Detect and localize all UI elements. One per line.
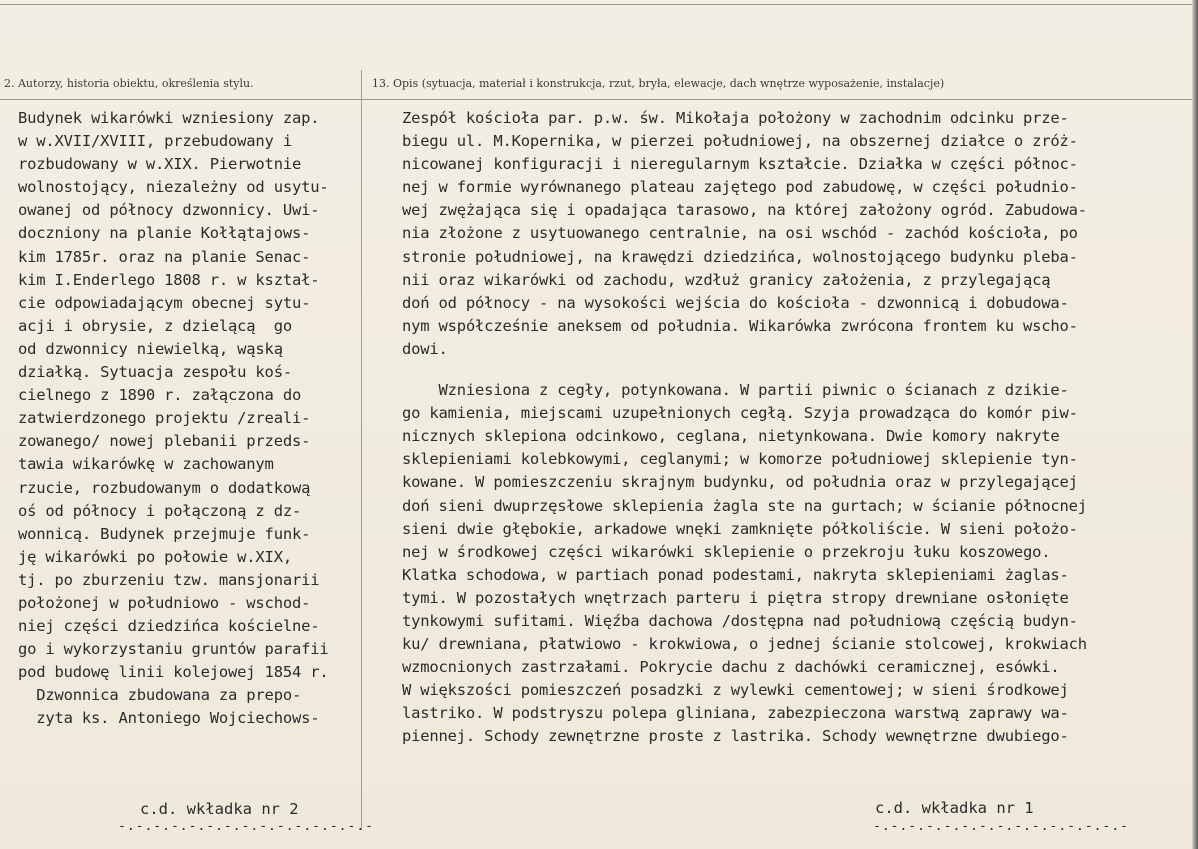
left-continuation-note: c.d. wkładka nr 2	[140, 800, 299, 818]
text-line: nii oraz wikarówki od zachodu, wzdłuż granicy założenia, z przylegającą	[402, 270, 1051, 289]
text-line: nicowanej konfiguracji i nieregularnym kształcie. Działka w części północ-	[402, 155, 1078, 174]
text-line: cielnego z 1890 r. załączona do	[18, 386, 302, 405]
text-line: rzucie, rozbudowanym o dodatkową	[18, 478, 311, 497]
text-line: położonej w południowo - wschod-	[18, 593, 311, 612]
left-dash-line: -.-.-.-.-.-.-.-.-.-.-.-.-.-.-	[118, 819, 374, 834]
text-line: nicznych sklepiona odcinkowo, ceglana, nietynkowana. Dwie komory nakryte	[402, 427, 1060, 446]
top-border-line	[0, 4, 1198, 5]
text-line: zatwierdzonego projektu /zreali-	[18, 409, 311, 428]
text-line: doczniony na planie Kołłątajows-	[18, 224, 311, 243]
text-line: wej zwężająca się i opadająca tarasowo, na której założony ogród. Zabudowa-	[402, 201, 1087, 220]
text-line: owanej od północy dzwonnicy. Uwi-	[18, 201, 320, 220]
text-line: ję wikarówki po połowie w.XIX,	[18, 547, 292, 566]
text-line: pod budowę linii kolejowej 1854 r.	[18, 663, 329, 682]
text-line: rozbudowany w w.XIX. Pierwotnie	[18, 155, 302, 174]
text-line: Budynek wikarówki wzniesiony zap.	[18, 109, 320, 127]
text-line: tj. po zburzeniu tzw. mansjonarii	[18, 570, 320, 589]
text-line: oś od północy i połączoną z dz-	[18, 501, 302, 520]
left-column-header: 2. Autorzy, historia obiektu, określenia stylu.	[4, 77, 254, 90]
text-line: Klatka schodowa, w partiach ponad podestami, nakryta sklepieniami żaglas-	[402, 565, 1069, 584]
text-line: kim I.Enderlego 1808 r. w kształ-	[18, 270, 320, 289]
text-line: wolnostojący, niezależny od usytu-	[18, 178, 329, 197]
text-line: acji i obrysie, z dzielącą go	[18, 316, 292, 335]
text-line: go i wykorzystaniu gruntów parafii	[18, 640, 329, 659]
text-line: zowanego/ nowej plebanii przeds-	[18, 432, 311, 451]
text-line: doń sieni dwuprzęsłowe sklepienia żagla ste na gurtach; w ścianie północnej	[402, 496, 1087, 515]
text-line: nej w formie wyrównanego plateau zajętego pod zabudowę, w części południo-	[402, 178, 1078, 197]
text-line: sklepieniami kolebkowymi, ceglanymi; w komorze południowej sklepienie tyn-	[402, 450, 1078, 469]
text-line: tynkowymi sufitami. Więźba dachowa /dostępna nad południową częścią budyn-	[402, 611, 1078, 630]
text-line: nym współcześnie aneksem od południa. Wikarówka zwrócona frontem ku wscho-	[402, 316, 1078, 335]
text-line: zyta ks. Antoniego Wojciechows-	[18, 709, 320, 728]
right-dash-line: -.-.-.-.-.-.-.-.-.-.-.-.-.-.-	[873, 819, 1129, 834]
text-line: Dzwonnica zbudowana za prepo-	[18, 686, 302, 705]
header-bottom-line	[0, 99, 1198, 100]
history-text-column	[18, 107, 360, 731]
text-line: lastriko. W podstryszu polepa gliniana, zabezpieczona warstwą zaprawy wa-	[402, 704, 1069, 723]
column-divider	[361, 70, 362, 830]
text-line: w w.XVII/XVIII, przebudowany i	[18, 132, 292, 151]
text-line: sieni dwie głębokie, arkadowe wnęki zamknięte półkoliście. W sieni położo-	[402, 519, 1078, 538]
text-line: nej w środkowej części wikarówki sklepienie o przekroju łuku koszowego.	[402, 542, 1051, 561]
paragraph-gap	[402, 361, 1192, 379]
text-line: go kamienia, miejscami uzupełnionych cegłą. Szyja prowadząca do komór piw-	[402, 404, 1078, 423]
text-line: wonnicą. Budynek przejmuje funk-	[18, 524, 311, 543]
right-column-header: 13. Opis (sytuacja, materiał i konstrukcja, rzut, bryła, elewacje, dach wnętrze wyposażenie, instalacje)	[372, 77, 945, 90]
right-continuation-note: c.d. wkładka nr 1	[875, 799, 1034, 817]
text-line: stronie południowej, na krawędzi dziedzińca, wolnostojącego budynku pleba-	[402, 247, 1078, 266]
text-line: ku/ drewniana, płatwiowo - krokwiowa, o jednej ścianie stolcowej, krokwiach	[402, 635, 1087, 654]
text-line: dowi.	[402, 339, 448, 358]
page-edge-shadow	[1192, 0, 1198, 849]
text-line: Zespół kościoła par. p.w. św. Mikołaja położony w zachodnim odcinku prze-	[402, 109, 1069, 127]
text-line: wzmocnionych zastrzałami. Pokrycie dachu z dachówki ceramicznej, esówki.	[402, 658, 1060, 677]
text-line: W większości pomieszczeń posadzki z wylewki cementowej; w sieni środkowej	[402, 681, 1069, 700]
text-line: niej części dziedzińca kościelne-	[18, 617, 320, 636]
text-line: tawia wikarówkę w zachowanym	[18, 455, 274, 474]
text-line: biegu ul. M.Kopernika, w pierzei południowej, na obszernej działce o zróż-	[402, 132, 1078, 151]
text-line: cie odpowiadającym obecnej sytu-	[18, 293, 311, 312]
text-line: Wzniesiona z cegły, potynkowana. W partii piwnic o ścianach z dzikie-	[402, 381, 1069, 400]
description-text-column	[402, 107, 1192, 749]
text-line: tymi. W pozostałych wnętrzach parteru i piętra stropy drewniane osłonięte	[402, 588, 1069, 607]
text-line: nia złożone z usytuowanego centralnie, na osi wschód - zachód kościoła, po	[402, 224, 1078, 243]
text-line: działką. Sytuacja zespołu koś-	[18, 363, 292, 382]
text-line: od dzwonnicy niewielką, wąską	[18, 339, 283, 358]
text-line: doń od północy - na wysokości wejścia do kościoła - dzwonnicą i dobudowa-	[402, 293, 1069, 312]
text-line: kim 1785r. oraz na planie Senac-	[18, 247, 311, 266]
text-line: kowane. W pomieszczeniu skrajnym budynku, od południa oraz w przylegającej	[402, 473, 1078, 492]
text-line: piennej. Schody zewnętrzne proste z lastrika. Schody wewnętrzne dwubiego-	[402, 727, 1069, 746]
